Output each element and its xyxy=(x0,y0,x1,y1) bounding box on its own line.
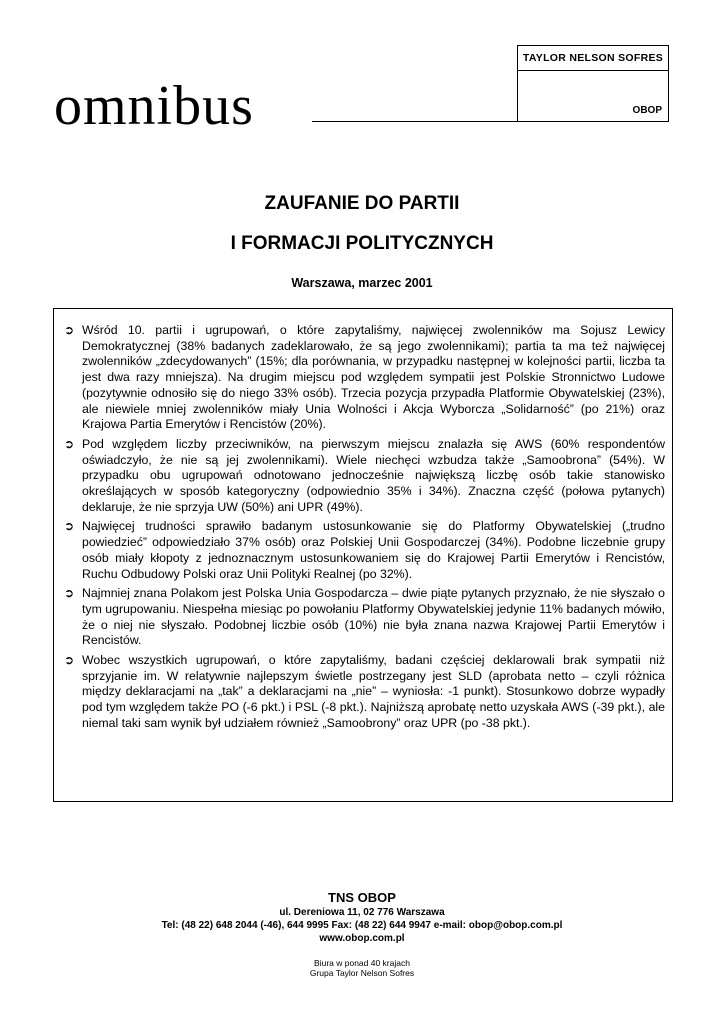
footer-group: Grupa Taylor Nelson Sofres xyxy=(309,968,415,978)
tns-logo xyxy=(517,45,669,122)
summary-item-text: Pod względem liczby przeciwników, na pierwszym miejscu znalazła się AWS (60% respondentów oświadczyło, że nie są jej zwolennikami). Wiele niechęci wzbudza także „Samoobrona” (54%). W przypadku obu ugrupowań odnotowano jednocześnie największą liczbę osób takie stanowisko określających w sposób kategoryczny (odpowiednio 35% i 34%). Znaczna część (połowa pytanych) deklaruje, że nie sprzyja UW (50%) ani UPR (49%). xyxy=(82,436,665,514)
summary-item-text: Wobec wszystkich ugrupowań, o które zapytaliśmy, badani częściej deklarowali brak sympatii niż sprzyjanie im. W relatywnie najlepszym świetle postrzegany jest SLD (aprobata netto – czyli różnica między deklaracjami na „tak” a deklaracjami na „nie” – wyniosła: -1 punkt). Stosunkowo dobrze wypadły pod tym względem także PO (-6 pkt.) i PSL (-8 pkt.). Najniższą aprobatę netto uzyskała AWS (-39 pkt.), ale niemal taki sam wynik był udziałem również „Samoobrony” oraz UPR (po -38 pkt.). xyxy=(82,653,665,730)
report-title-line2: I FORMACJI POLITYCZNYCH xyxy=(230,233,494,254)
arrow-bullet-icon: ➲ xyxy=(64,436,75,451)
summary-list xyxy=(64,323,665,736)
arrow-bullet-icon: ➲ xyxy=(64,323,75,337)
footer-offices: Biura w ponad 40 krajach xyxy=(314,958,410,968)
arrow-bullet-icon: ➲ xyxy=(64,586,75,601)
footer-address: ul. Dereniowa 11, 02 776 Warszawa xyxy=(279,907,445,918)
summary-box xyxy=(53,308,673,802)
omnibus-wordmark: omnibus xyxy=(54,75,254,137)
logo-obop: OBOP xyxy=(632,105,662,116)
summary-item xyxy=(64,653,665,732)
summary-item-text: Wśród 10. partii i ugrupowań, o które zapytaliśmy, najwięcej zwolenników ma Sojusz Lewicy Demokratycznej (38% badanych zadeklarowało, że są jego zwolennikami); partia ta ma też najwięcej zwolenników „zdecydowanych” (15%; dla porównania, w przypadku następnej w kolejności partii, liczba ta jest dwa razy mniejsza). Na drugim miejscu pod względem sympatii jest Polskie Stronnictwo Ludowe (pozytywnie odnosiło się do niego 33% osób). Trzecia pozycja przypadła Platformie Obywatelskiej (23%), ale niewiele mniej zwolenników miały Unia Wolności i Akcja Wyborcza „Solidarność” (po 21%) oraz Krajowa Partia Emerytów i Rencistów (20%). xyxy=(82,323,665,432)
summary-item-text: Najmniej znana Polakom jest Polska Unia Gospodarcza – dwie piąte pytanych przyznało, że nie słyszało o tym ugrupowaniu. Niespełna miesiąc po powołaniu Platformy Obywatelskiej jedynie 11% badanych mówiło, że o niej nie słyszało. Podobnej liczbie osób (10%) nie była znana nazwa Krajowej Partii Emerytów i Rencistów. xyxy=(82,586,665,648)
summary-item xyxy=(64,323,665,433)
footer-org-name: TNS OBOP xyxy=(328,890,396,905)
footer-website-link[interactable]: www.obop.com.pl xyxy=(319,933,405,944)
footer-contact: Tel: (48 22) 648 2044 (-46), 644 9995 Fax: (48 22) 644 9947 e-mail: obop@obop.com.pl xyxy=(161,920,563,931)
header-rule xyxy=(312,121,517,122)
report-title-line1: ZAUFANIE DO PARTII xyxy=(264,193,460,214)
report-date: Warszawa, marzec 2001 xyxy=(291,276,433,290)
summary-item xyxy=(64,437,665,516)
summary-item-text: Najwięcej trudności sprawiło badanym ustosunkowanie się do Platformy Obywatelskiej („trudno powiedzieć” odpowiedziało 37% osób) oraz Polskiej Unii Gospodarczej (34%). Podobne liczebnie grupy osób miały kłopoty z jednoznacznym ustosunkowaniem się do Krajowej Partii Emerytów i Rencistów, Ruchu Odbudowy Polski oraz Unii Polityki Realnej (po 32%). xyxy=(82,519,665,581)
summary-item xyxy=(64,519,665,582)
arrow-bullet-icon: ➲ xyxy=(64,519,75,534)
arrow-bullet-icon: ➲ xyxy=(64,653,75,668)
summary-item xyxy=(64,586,665,649)
logo-company-name: TAYLOR NELSON SOFRES xyxy=(518,46,668,71)
